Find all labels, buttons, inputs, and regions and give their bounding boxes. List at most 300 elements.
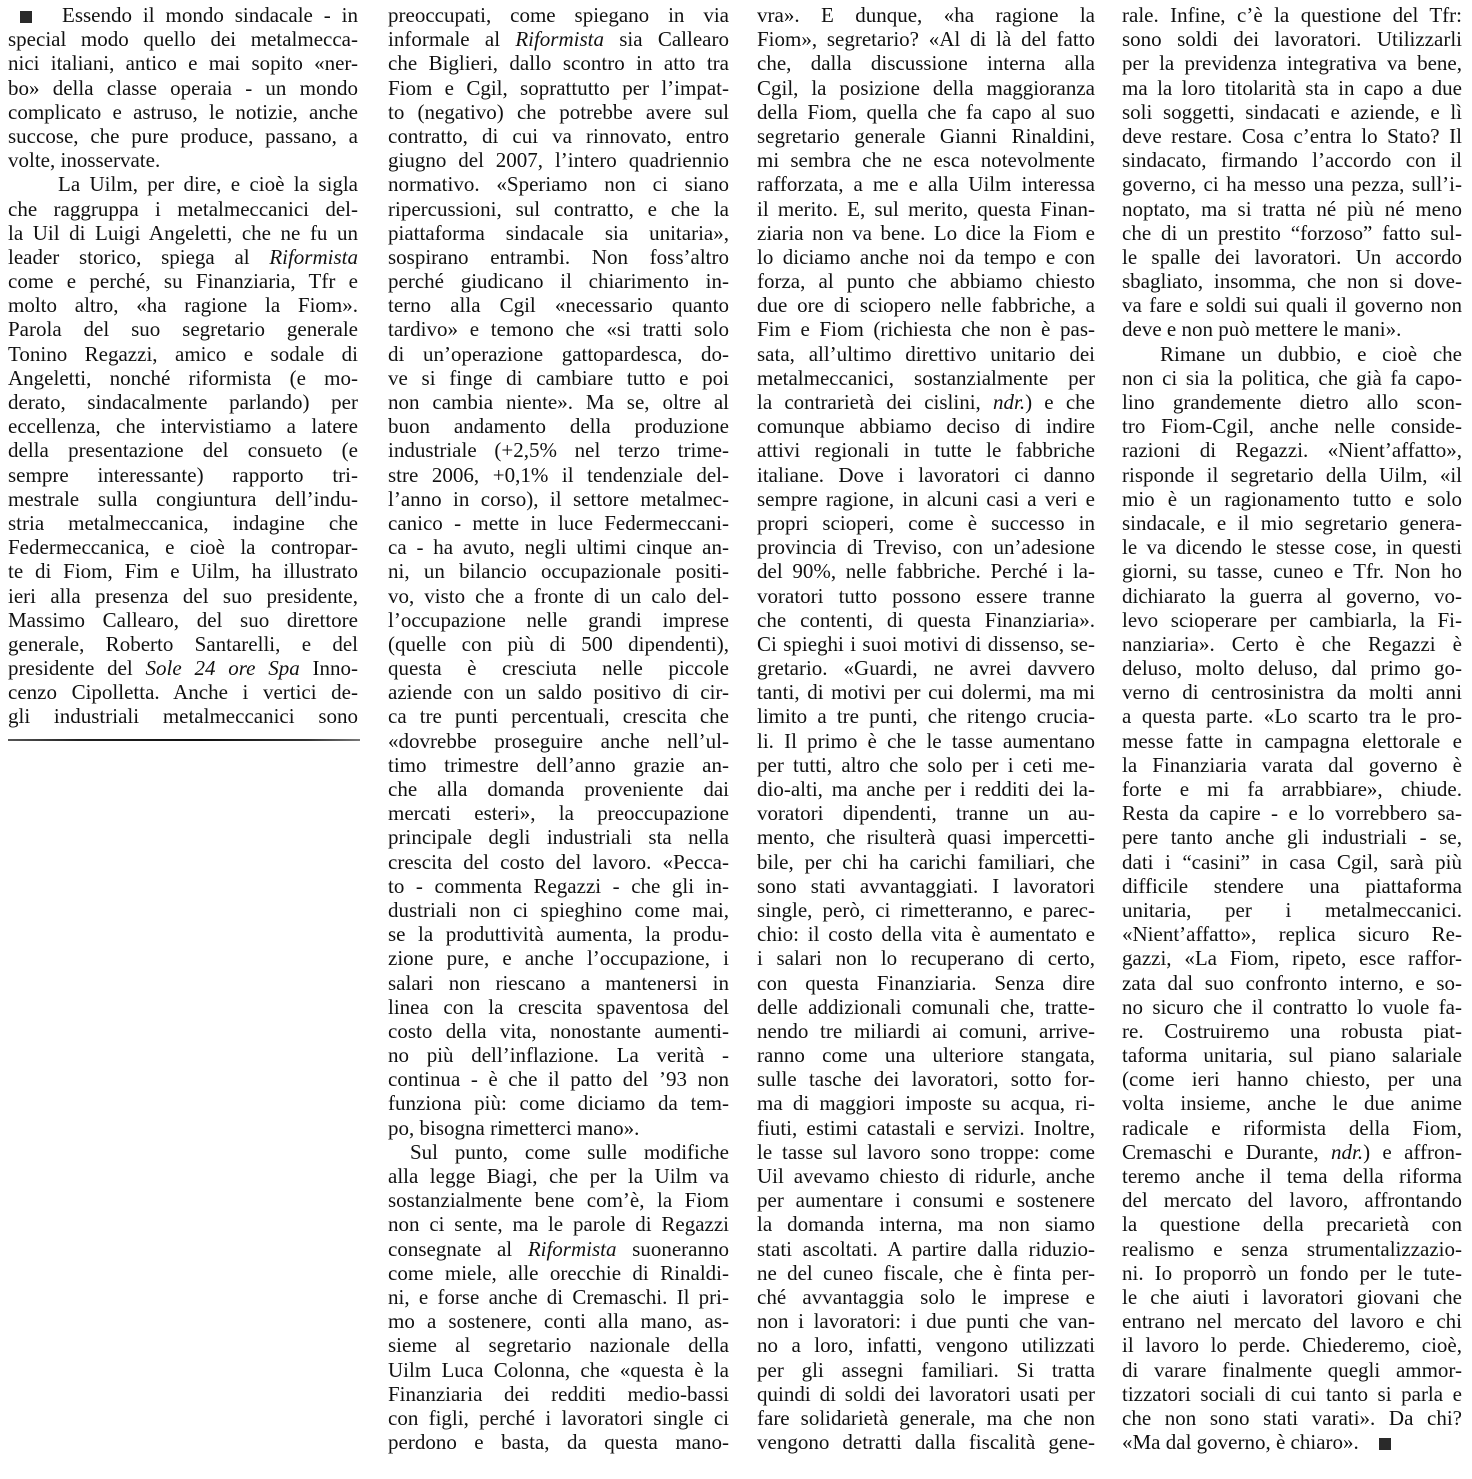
text-segment: che alla domanda proveniente dai <box>388 777 729 801</box>
text-segment: alla legge Biagi, che per la Uilm va <box>388 1164 729 1188</box>
text-line <box>757 995 1095 1019</box>
text-line <box>1122 27 1462 51</box>
text-segment: dio-alti, ma anche per i redditi dei la- <box>757 777 1095 801</box>
text-line <box>1122 1019 1462 1043</box>
text-segment: le spalle dei lavoratori. Un accordo <box>1122 244 1462 269</box>
text-line <box>1122 1116 1462 1140</box>
text-segment: comunque abbiamo deciso di indire <box>757 414 1095 439</box>
text-segment: dati i “casini” in casa Cgil, sarà più <box>1122 849 1462 874</box>
text-segment: gretario. «Guardi, ne avrei davvero <box>757 656 1095 681</box>
text-line <box>757 777 1095 801</box>
text-segment: radicale e riformista della Fiom, <box>1122 1115 1462 1140</box>
text-line <box>1122 438 1462 462</box>
text-line <box>388 584 729 608</box>
text-line <box>1122 922 1462 946</box>
text-segment: Ci spieghi i suoi motivi di dissenso, se- <box>757 631 1095 656</box>
text-segment: piattaforma sindacale sia unitaria», <box>388 220 729 245</box>
text-segment: eccellenza, che intervistiamo a latere <box>8 414 358 439</box>
text-line <box>1122 680 1462 704</box>
text-segment: industriale (+2,5% nel terzo trime- <box>388 438 729 463</box>
text-segment: il merito. E, sul merito, questa Finan- <box>757 196 1095 221</box>
text-line <box>8 680 358 704</box>
text-line <box>757 269 1095 293</box>
text-segment: realismo e senza strumentalizzazio- <box>1122 1236 1462 1261</box>
text-segment: pere tanto anche gli industriali - se, <box>1122 825 1462 850</box>
text-segment: che non sono stati varati». Da chi? <box>1122 1405 1462 1430</box>
text-segment: la contrarietà dei cislini, <box>757 390 993 414</box>
text-segment: «Ma dal governo, è chiaro». <box>1122 1430 1359 1455</box>
text-line <box>757 1188 1095 1212</box>
text-line <box>388 269 729 293</box>
text-line <box>388 76 729 100</box>
text-line <box>388 414 729 438</box>
text-line <box>1122 1067 1462 1091</box>
text-segment: «dovrebbe proseguire anche nell’ul- <box>388 728 729 753</box>
square-bullet-icon <box>1379 1438 1391 1450</box>
text-segment: dustriali non ci spieghino come mai, <box>388 897 729 922</box>
text-line <box>388 197 729 221</box>
text-line <box>388 438 729 462</box>
text-segment: i salari non lo recuperano di certo, <box>757 946 1095 971</box>
text-segment: mi sembra che ne esca notevolmente <box>757 148 1095 173</box>
text-line <box>1122 1430 1462 1454</box>
text-segment: il lavoro lo perde. Chiederemo, cioè, <box>1122 1333 1462 1358</box>
text-segment: ni, e forse anche di Cremaschi. Il pri- <box>388 1284 729 1309</box>
text-line <box>8 438 358 462</box>
text-segment: teremo anche il tema della riforma <box>1122 1164 1462 1188</box>
text-segment: forza, al punto che abbiamo chiesto <box>757 269 1095 294</box>
text-line <box>388 100 729 124</box>
text-segment: stria metalmeccanica, indagine che <box>8 510 358 535</box>
text-segment: ni, un bilancio occupazionale positi- <box>388 559 729 584</box>
text-line <box>388 221 729 245</box>
text-segment: con questa Finanziaria. Senza dire <box>757 970 1095 995</box>
text-line <box>1122 777 1462 801</box>
text-segment: come miele, alle orecchie di Rinaldi- <box>388 1260 729 1285</box>
text-line <box>388 559 729 583</box>
text-line <box>388 850 729 874</box>
text-line <box>757 1212 1095 1236</box>
text-line <box>757 148 1095 172</box>
text-segment: la Finanziaria varata dal governo è <box>1122 752 1462 777</box>
text-segment: nendo tre miliardi ai comuni, arrive- <box>757 1018 1095 1043</box>
text-line <box>8 414 358 438</box>
text-segment: deluso, molto deluso, dal primo go- <box>1122 656 1462 681</box>
text-segment: la domanda interna, ma non siamo <box>757 1212 1095 1237</box>
text-line <box>757 1164 1095 1188</box>
text-segment: Sul punto, come sulle modifiche <box>410 1139 729 1164</box>
text-segment: che, dalla discussione interna alla <box>757 51 1095 76</box>
text-line <box>1122 729 1462 753</box>
text-line <box>8 172 358 196</box>
text-line <box>757 221 1095 245</box>
text-segment: generale, Roberto Santarelli, e del <box>8 631 358 656</box>
text-line <box>388 1309 729 1333</box>
text-segment: continua - è che il patto del ’93 non <box>388 1067 729 1092</box>
text-segment: quindi di soldi dei lavoratori usati per <box>757 1381 1095 1406</box>
text-segment: Cgil, la posizione della maggioranza <box>757 75 1095 100</box>
text-line <box>757 1116 1095 1140</box>
text-segment: ieri alla presenza del suo presidente, <box>8 583 358 608</box>
text-segment: attivi regionali in tutte le fabbriche <box>757 438 1095 463</box>
text-line <box>8 608 358 632</box>
text-line <box>388 317 729 341</box>
text-segment: te di Fiom, Fim e Uilm, ha illustrato <box>8 559 358 584</box>
text-line <box>388 632 729 656</box>
text-line <box>757 414 1095 438</box>
text-line <box>757 608 1095 632</box>
text-line <box>757 438 1095 462</box>
text-segment: no a loro, infatti, vengono utilizzati <box>757 1333 1095 1358</box>
text-line <box>757 632 1095 656</box>
text-segment: non i lavoratori: i due punti che van- <box>757 1309 1095 1334</box>
text-segment: cenzo Cipolletta. Anche i vertici de- <box>8 680 358 705</box>
text-line <box>757 51 1095 75</box>
text-segment: complicato e astruso, le notizie, anche <box>8 99 358 124</box>
text-line <box>1122 3 1462 27</box>
text-line <box>757 390 1095 414</box>
text-line <box>8 342 358 366</box>
text-line <box>388 801 729 825</box>
text-segment: di un’operazione gattopardesca, do- <box>388 341 729 366</box>
text-line <box>1122 197 1462 221</box>
text-line <box>8 245 358 269</box>
text-line <box>388 487 729 511</box>
text-line <box>1122 850 1462 874</box>
italic-text: Riformista <box>527 1236 617 1261</box>
text-segment: se la produttività aumenta, la produ- <box>388 922 729 947</box>
text-line <box>757 559 1095 583</box>
text-line <box>388 390 729 414</box>
text-line <box>388 1164 729 1188</box>
text-segment: (come ieri hanno chiesto, per una <box>1122 1067 1462 1092</box>
text-line <box>757 27 1095 51</box>
text-line <box>8 317 358 341</box>
text-line <box>757 197 1095 221</box>
text-segment: perché giudicano il chiarimento in- <box>388 269 729 294</box>
text-segment: forte e mi fa arrabbiare», chiude. <box>1122 777 1462 801</box>
text-line <box>388 898 729 922</box>
text-line <box>757 1430 1095 1454</box>
text-line <box>757 124 1095 148</box>
text-segment: sulle tasche dei lavoratori, sotto for- <box>757 1067 1095 1092</box>
text-line <box>1122 76 1462 100</box>
text-line <box>388 729 729 753</box>
text-segment: sindacale, e il mio segretario genera- <box>1122 510 1462 535</box>
text-line <box>757 1067 1095 1091</box>
text-segment: ma di maggiori imposte su acqua, ri- <box>757 1091 1095 1116</box>
text-line <box>388 704 729 728</box>
text-segment: single, però, ci rimetteranno, e parec- <box>757 897 1095 922</box>
text-segment: noptato, ma si tratta né più né meno <box>1122 196 1462 221</box>
text-segment: ca tre punti percentuali, crescita che <box>388 704 729 729</box>
text-line <box>1122 1406 1462 1430</box>
text-line <box>757 487 1095 511</box>
text-line <box>1122 753 1462 777</box>
text-line <box>1122 221 1462 245</box>
text-line <box>1122 172 1462 196</box>
text-line <box>1122 124 1462 148</box>
text-segment: risponde il segretario della Uilm, «il <box>1122 462 1462 487</box>
text-segment: special modo quello dei metalmecca- <box>8 27 358 52</box>
text-segment: leader storico, spiega al <box>8 244 270 269</box>
text-segment: mo a sostenere, conti alla mano, as- <box>388 1309 729 1334</box>
text-line <box>1122 1261 1462 1285</box>
text-line <box>757 656 1095 680</box>
text-segment: Angeletti, nonché riformista (e mo- <box>8 365 358 390</box>
text-segment: tanti, di motivi per cui dolermi, ma mi <box>757 680 1095 705</box>
text-line <box>388 342 729 366</box>
text-line <box>388 608 729 632</box>
text-segment: fare solidarietà generale, ma che non <box>757 1405 1095 1430</box>
text-line <box>1122 584 1462 608</box>
text-segment: Cremaschi e Durante, <box>1122 1139 1331 1164</box>
text-line <box>757 1285 1095 1309</box>
text-line <box>1122 1237 1462 1261</box>
text-segment: sbagliato, insomma, che non si dove- <box>1122 269 1462 294</box>
text-segment: voratori tutto possono essere tranne <box>757 583 1095 608</box>
text-line <box>8 632 358 656</box>
italic-text: ndr. <box>1331 1139 1364 1164</box>
text-line <box>1122 269 1462 293</box>
text-line <box>8 124 358 148</box>
text-segment: suoneranno <box>616 1236 729 1261</box>
text-line <box>757 680 1095 704</box>
text-line <box>388 1285 729 1309</box>
text-line <box>388 124 729 148</box>
text-segment: deve restare. Cosa c’entra lo Stato? Il <box>1122 123 1462 148</box>
text-line <box>1122 825 1462 849</box>
text-segment: con figli, perché i lavoratori single ci <box>388 1405 729 1430</box>
text-segment: sospirano entrambi. Non foss’altro <box>388 244 729 269</box>
text-segment: lino grandemente dietro allo scon- <box>1122 390 1462 414</box>
text-line <box>757 801 1095 825</box>
text-segment: sono stati avvantaggiati. I lavoratori <box>757 873 1095 898</box>
text-segment: l’anno in corso), il settore metalmec- <box>388 486 729 511</box>
text-line <box>8 487 358 511</box>
text-segment: ve si finge di cambiare tutto e poi <box>388 365 729 390</box>
article-column-2 <box>388 3 729 1454</box>
text-line <box>757 971 1095 995</box>
text-segment: Finanziaria dei redditi medio-bassi <box>388 1381 729 1406</box>
text-segment: a questa parte. «Lo scarto tra le pro- <box>1122 704 1462 729</box>
text-line <box>388 680 729 704</box>
text-line <box>8 76 358 100</box>
text-segment: Fim e Fiom (richiesta che non è pas- <box>757 317 1095 342</box>
text-line <box>757 3 1095 27</box>
text-segment: «Nient’affatto», replica sicuro Re- <box>1122 922 1462 947</box>
text-segment: ripercussioni, sul contratto, e che la <box>388 196 729 221</box>
article-column-3 <box>757 3 1095 1454</box>
text-line <box>757 1382 1095 1406</box>
text-segment: derato, sindacalmente parlando) per <box>8 390 358 414</box>
text-line <box>388 1019 729 1043</box>
text-line <box>8 584 358 608</box>
text-line <box>757 1043 1095 1067</box>
text-segment: la Uil di Luigi Angeletti, che ne fu un <box>8 220 358 245</box>
text-line <box>1122 632 1462 656</box>
text-segment: non ci sente, ma le parole di Regazzi <box>388 1212 729 1237</box>
text-segment: taforma unitaria, sul piano salariale <box>1122 1043 1462 1068</box>
text-line <box>388 922 729 946</box>
text-line <box>388 1067 729 1091</box>
text-line <box>1122 1212 1462 1236</box>
text-line <box>388 1237 729 1261</box>
column-end-rule <box>8 739 360 741</box>
italic-text: Sole 24 ore Spa <box>145 656 300 681</box>
text-segment: giugno del 2007, l’intero quadriennio <box>388 148 729 173</box>
text-segment: Parola del suo segretario generale <box>8 317 358 342</box>
text-segment: bo» della classe operaia - un mondo <box>8 75 358 100</box>
text-line <box>1122 971 1462 995</box>
text-segment: molto altro, «ha ragione la Fiom». <box>8 293 358 318</box>
text-line <box>8 3 358 27</box>
text-line <box>1122 946 1462 970</box>
text-line <box>1122 1285 1462 1309</box>
text-line <box>757 1261 1095 1285</box>
text-segment: entrano nel mercato del lavoro e chi <box>1122 1309 1462 1334</box>
text-line <box>388 1261 729 1285</box>
text-segment: per la previdenza integrativa va bene, <box>1122 51 1462 76</box>
text-line <box>757 825 1095 849</box>
text-segment: che Biglieri, dallo scontro in atto tra <box>388 51 729 76</box>
text-line <box>1122 1043 1462 1067</box>
text-segment: presidente del <box>8 656 146 681</box>
text-segment: chio: il costo della vita è aumentato e <box>757 922 1095 947</box>
text-segment: crescita del costo del lavoro. «Pecca- <box>388 849 729 874</box>
text-line <box>757 584 1095 608</box>
text-line <box>388 1212 729 1236</box>
text-line <box>1122 1091 1462 1115</box>
text-segment: le che aiuti i lavoratori giovani che <box>1122 1284 1462 1309</box>
text-line <box>388 1333 729 1357</box>
text-line <box>1122 1309 1462 1333</box>
text-segment: Tonino Regazzi, amico e sodale di <box>8 341 358 366</box>
text-segment: nanziaria». Certo è che Regazzi è <box>1122 631 1462 656</box>
text-segment: ranno come una ulteriore stangata, <box>757 1043 1095 1068</box>
text-segment: salari non riescano a mantenersi in <box>388 970 729 995</box>
text-segment: tardivo» e temono che «si tratti solo <box>388 317 729 342</box>
text-segment: che di un prestito “forzoso” fatto sul- <box>1122 220 1462 245</box>
text-line <box>388 1358 729 1382</box>
text-segment: nici italiani, antico e mai sopito «ner- <box>8 51 358 76</box>
text-line <box>1122 414 1462 438</box>
text-line <box>388 1043 729 1067</box>
text-segment: consegnate al <box>388 1236 528 1261</box>
text-segment: giorni, su tasse, cuneo e Tfr. Non ho <box>1122 559 1462 584</box>
text-line <box>8 269 358 293</box>
text-line <box>388 825 729 849</box>
text-line <box>757 704 1095 728</box>
text-segment: del 90%, nelle fabbriche. Perché i la- <box>757 559 1095 584</box>
text-segment: po, bisogna rimetterci mano». <box>388 1115 640 1140</box>
text-line <box>1122 704 1462 728</box>
text-line <box>757 463 1095 487</box>
text-segment: sono soldi dei lavoratori. Utilizzarli <box>1122 27 1462 52</box>
text-segment: contratto, di cui va rinnovato, entro <box>388 123 729 148</box>
text-line <box>388 1430 729 1454</box>
text-line <box>757 342 1095 366</box>
text-segment: limito a tre punti, che ritengo crucia- <box>757 704 1095 729</box>
text-line <box>1122 390 1462 414</box>
text-segment: propri scioperi, come è successo in <box>757 510 1095 535</box>
text-line <box>757 1019 1095 1043</box>
text-line <box>757 76 1095 100</box>
text-line <box>388 293 729 317</box>
square-bullet-icon <box>20 11 32 23</box>
text-line <box>1122 559 1462 583</box>
text-line <box>757 753 1095 777</box>
text-line <box>1122 1140 1462 1164</box>
text-line <box>757 1237 1095 1261</box>
text-segment: re. Costruiremo una robusta piat- <box>1122 1018 1462 1043</box>
text-segment: funziona più: come diciamo da tem- <box>388 1091 729 1116</box>
text-line <box>1122 487 1462 511</box>
text-line <box>1122 148 1462 172</box>
text-segment: questa è cresciuta nelle piccole <box>388 656 729 681</box>
text-line <box>1122 1164 1462 1188</box>
text-line <box>1122 245 1462 269</box>
text-segment: principale degli industriali sta nella <box>388 825 729 850</box>
text-segment: per tutti, altro che solo per i ceti me- <box>757 752 1095 777</box>
text-line <box>757 1406 1095 1430</box>
text-line <box>8 704 358 728</box>
text-segment: le va dicendo le stesse cose, in questi <box>1122 535 1462 560</box>
text-line <box>388 1406 729 1430</box>
text-segment: normativo. «Speriamo non ci siano <box>388 172 729 197</box>
text-line <box>388 148 729 172</box>
text-segment: deve e non può mettere le mani». <box>1122 317 1402 342</box>
text-segment: timo trimestre dell’anno grazie an- <box>388 752 729 777</box>
text-line <box>757 245 1095 269</box>
text-line <box>8 221 358 245</box>
text-segment: sata, all’ultimo direttivo unitario dei <box>757 341 1095 366</box>
text-segment: Massimo Callearo, del suo direttore <box>8 607 358 632</box>
text-segment: gazzi, «La Fiom, ripeto, esce raffor- <box>1122 946 1462 971</box>
text-segment: canico - mette in luce Federmeccani- <box>388 510 729 535</box>
text-segment: sindacato, firmando l’accordo con il <box>1122 148 1462 173</box>
text-segment: levo scioperare per cambiarla, la Fi- <box>1122 607 1462 632</box>
text-segment: Uil avevamo chiesto di ridurle, anche <box>757 1164 1095 1188</box>
text-segment: ni. Io proporrò un fondo per le tute- <box>1122 1260 1462 1285</box>
text-segment: vra». E dunque, «ha ragione la <box>757 3 1095 27</box>
text-segment: zata dal suo confronto interno, e so- <box>1122 970 1462 995</box>
text-segment: gli industriali metalmeccanici sono <box>8 704 358 729</box>
text-line <box>388 1140 729 1164</box>
text-segment: (quelle con più di 500 dipendenti), <box>388 631 729 656</box>
text-segment: rafforzata, a me e alla Uilm interessa <box>757 172 1095 197</box>
text-line <box>757 100 1095 124</box>
text-segment: sia Callearo <box>604 27 729 52</box>
text-segment: vo, visto che a fronte di un calo del- <box>388 583 729 608</box>
text-segment: messe fatte in campagna elettorale e <box>1122 728 1462 753</box>
italic-text: Riformista <box>269 244 358 269</box>
text-segment: to - commenta Regazzi - che gli in- <box>388 873 729 898</box>
text-segment: ) e che <box>1025 390 1095 414</box>
text-segment: razioni di Regazzi. «Nient’affatto», <box>1122 438 1462 463</box>
text-segment: come e perché, su Finanziaria, Tfr e <box>8 269 358 294</box>
text-segment: li. Il primo è che le tasse aumentano <box>757 728 1095 753</box>
text-segment: segretario generale Gianni Rinaldini, <box>757 123 1095 148</box>
text-line <box>757 898 1095 922</box>
text-segment: Federmeccanica, e cioè la contropar- <box>8 535 358 560</box>
text-line <box>388 535 729 559</box>
text-line <box>1122 463 1462 487</box>
text-segment: Uilm Luca Colonna, che «questa è la <box>388 1357 729 1382</box>
text-line <box>757 1140 1095 1164</box>
text-segment: della presentazione del consueto (e <box>8 438 358 463</box>
text-segment: Essendo il mondo sindacale - in <box>62 3 358 27</box>
